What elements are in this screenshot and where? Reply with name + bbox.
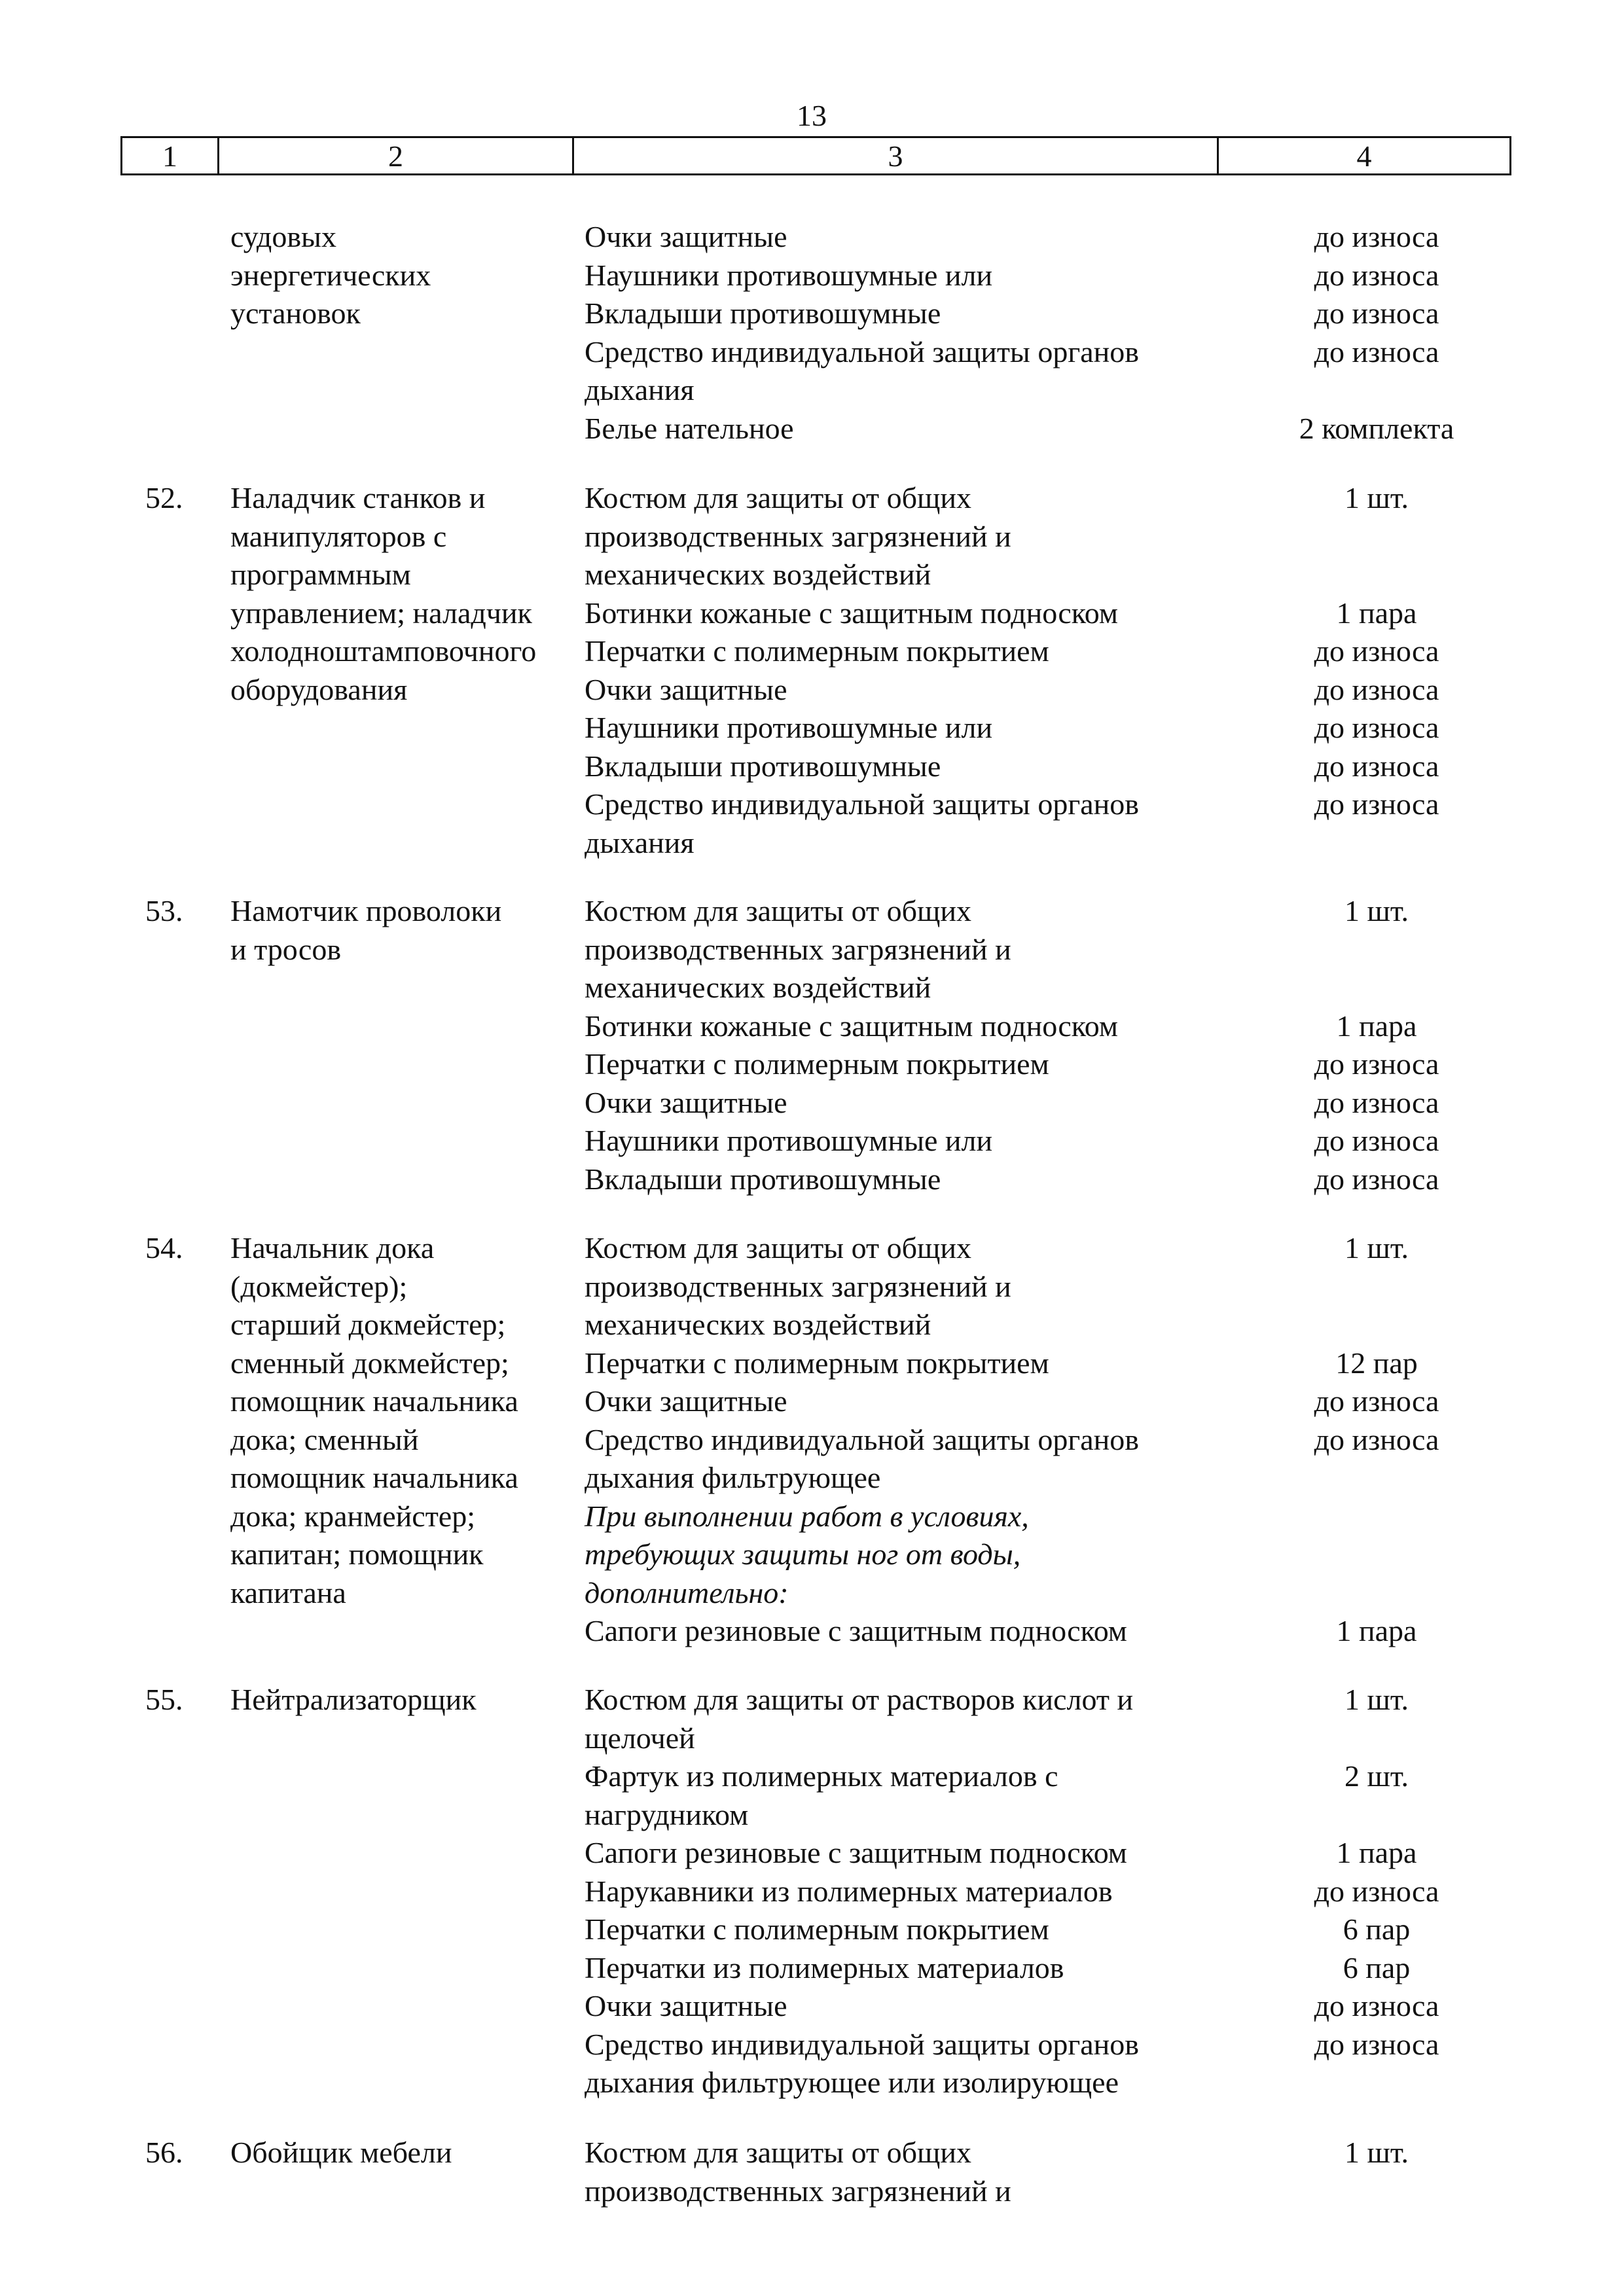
equipment-item — [585, 1612, 1417, 1651]
equipment-item — [585, 257, 1439, 295]
issue-norm: 12 пар — [1335, 1346, 1418, 1380]
occupation-line: сменный докмейстер; — [230, 1346, 509, 1380]
occupation-name — [230, 1229, 584, 1612]
occupation-line: Намотчик проволоки — [230, 894, 502, 927]
issue-norm: до износа — [1314, 634, 1439, 668]
equipment-name — [585, 1834, 1226, 1873]
equipment-name-line: Нарукавники из полимерных материалов — [585, 1874, 1113, 1908]
occupation-name — [230, 479, 584, 709]
entry-number: 55. — [145, 1683, 183, 1716]
occupation-line: (докмейстер); — [230, 1269, 408, 1303]
occupation-name — [230, 1681, 584, 1719]
equipment-item — [585, 1681, 1409, 1757]
equipment-name-line: Перчатки с полимерным покрытием — [585, 1346, 1049, 1380]
occupation-line: управлением; наладчик — [230, 596, 532, 630]
equipment-name — [585, 479, 1226, 594]
equipment-name-line: производственных загрязнений и — [585, 2174, 1011, 2208]
equipment-name-line: дополнительно: — [585, 1575, 789, 1609]
issue-norm: 6 пар — [1343, 1912, 1411, 1946]
equipment-name — [585, 1681, 1226, 1757]
occupation-line: программным — [230, 558, 411, 591]
equipment-name — [585, 747, 1226, 786]
equipment-name-line: Очки защитные — [585, 672, 787, 706]
equipment-item — [585, 1229, 1409, 1344]
equipment-name-line: Наушники противошумные или — [585, 258, 993, 292]
equipment-name — [585, 785, 1226, 862]
issue-norm: 1 пара — [1336, 1009, 1417, 1043]
equipment-name-line: Средство индивидуальной защиты органов — [585, 787, 1139, 821]
equipment-name-line: Очки защитные — [585, 1989, 787, 2022]
equipment-name — [585, 1421, 1226, 1498]
equipment-name — [585, 295, 1226, 333]
issue-norm: 1 шт. — [1344, 481, 1409, 514]
equipment-item — [585, 2134, 1409, 2210]
equipment-name-line: дыхания — [585, 373, 695, 406]
issue-norm: до износа — [1314, 749, 1439, 783]
column-header-2: 2 — [219, 138, 574, 173]
equipment-name-line: Костюм для защиты от общих — [585, 1231, 972, 1265]
equipment-item — [585, 1007, 1417, 1046]
issue-norm: до износа — [1314, 1124, 1439, 1157]
entry-number: 52. — [145, 481, 183, 514]
equipment-name — [585, 2026, 1226, 2102]
equipment-name-line: дыхания фильтрующее или изолирующее — [585, 2066, 1119, 2099]
equipment-name-line: Средство индивидуальной защиты органов — [585, 1422, 1139, 1456]
equipment-name-line: механических воздействий — [585, 1308, 931, 1341]
equipment-name — [585, 1949, 1226, 1988]
equipment-name — [585, 257, 1226, 295]
equipment-name-line: Сапоги резиновые с защитным подноском — [585, 1836, 1127, 1869]
equipment-name-line: Фартук из полимерных материалов с — [585, 1759, 1058, 1793]
issue-norm: до износа — [1314, 1162, 1439, 1196]
equipment-name — [585, 1045, 1226, 1084]
occupation-line: Начальник дока — [230, 1231, 435, 1265]
issue-norm: 2 комплекта — [1299, 411, 1454, 445]
issue-norm: до износа — [1314, 1874, 1439, 1908]
equipment-item — [585, 1160, 1439, 1199]
equipment-item — [585, 1834, 1417, 1873]
equipment-name-line: Перчатки из полимерных материалов — [585, 1950, 1064, 1984]
equipment-name — [585, 333, 1226, 410]
issue-norm: до износа — [1314, 2027, 1439, 2061]
equipment-name-line: Наушники противошумные или — [585, 711, 993, 744]
occupation-name — [230, 892, 584, 969]
equipment-list — [585, 479, 1439, 862]
equipment-item — [585, 1873, 1439, 1911]
equipment-list — [585, 2134, 1409, 2210]
equipment-item — [585, 333, 1439, 410]
occupation-line: судовых — [230, 220, 336, 253]
issue-norm: до износа — [1314, 787, 1439, 821]
equipment-name-line: Вкладыши противошумные — [585, 749, 941, 783]
equipment-name — [585, 632, 1226, 671]
equipment-name-line: производственных загрязнений и — [585, 519, 1011, 553]
occupation-line: дока; сменный — [230, 1422, 419, 1456]
equipment-name-line: щелочей — [585, 1721, 695, 1755]
equipment-item — [585, 747, 1439, 786]
issue-norm: до износа — [1314, 1047, 1439, 1081]
equipment-list — [585, 1229, 1439, 1651]
equipment-item — [585, 218, 1439, 257]
equipment-item — [585, 1045, 1439, 1084]
equipment-name-line: Костюм для защиты от общих — [585, 2136, 972, 2169]
equipment-item — [585, 785, 1439, 862]
equipment-name-line: Ботинки кожаные с защитным подноском — [585, 596, 1119, 630]
equipment-name-line: Костюм для защиты от растворов кислот и — [585, 1683, 1134, 1716]
equipment-name — [585, 1229, 1226, 1344]
occupation-name — [230, 2134, 584, 2172]
occupation-line: и тросов — [230, 932, 342, 966]
issue-norm: до износа — [1314, 1422, 1439, 1456]
equipment-name-line: Вкладыши противошумные — [585, 296, 941, 330]
issue-norm: 2 шт. — [1344, 1759, 1409, 1793]
equipment-name-line: нагрудником — [585, 1797, 749, 1831]
equipment-item — [585, 1084, 1439, 1122]
entry-number: 54. — [145, 1231, 183, 1265]
occupation-line: установок — [230, 296, 361, 330]
equipment-name-line: Вкладыши противошумные — [585, 1162, 941, 1196]
equipment-name-line: Очки защитные — [585, 220, 787, 253]
issue-norm: 1 шт. — [1344, 894, 1409, 927]
occupation-line: помощник начальника — [230, 1384, 518, 1418]
equipment-name-line: Средство индивидуальной защиты органов — [585, 334, 1139, 368]
equipment-name-line: производственных загрязнений и — [585, 1269, 1011, 1303]
equipment-item — [585, 410, 1454, 448]
equipment-item — [585, 1421, 1439, 1498]
entry-number: 56. — [145, 2136, 183, 2169]
equipment-list — [585, 1681, 1439, 2102]
equipment-name — [585, 1344, 1226, 1383]
equipment-name — [585, 1382, 1226, 1421]
occupation-line: энергетических — [230, 258, 431, 292]
equipment-name — [585, 2134, 1226, 2210]
equipment-name-line: Средство индивидуальной защиты органов — [585, 2027, 1139, 2061]
equipment-item — [585, 1757, 1409, 1834]
equipment-name — [585, 1498, 1226, 1613]
issue-norm: до износа — [1314, 711, 1439, 744]
equipment-name-line: механических воздействий — [585, 971, 931, 1004]
equipment-item — [585, 295, 1439, 333]
equipment-list — [585, 218, 1454, 448]
equipment-name-line: Ботинки кожаные с защитным подноском — [585, 1009, 1119, 1043]
column-header-4: 4 — [1356, 139, 1372, 173]
issue-norm: 1 пара — [1336, 1614, 1417, 1647]
equipment-name-line: дыхания — [585, 825, 695, 859]
equipment-name — [585, 709, 1226, 747]
equipment-name — [585, 410, 1226, 448]
issue-norm: до износа — [1314, 672, 1439, 706]
equipment-name — [585, 1987, 1226, 2026]
occupation-line: оборудования — [230, 672, 408, 706]
occupation-line: Наладчик станков и — [230, 481, 486, 514]
equipment-name-line: производственных загрязнений и — [585, 932, 1011, 966]
equipment-name-line: требующих защиты ног от воды, — [585, 1537, 1021, 1571]
occupation-line: дока; кранмейстер; — [230, 1499, 475, 1533]
equipment-item — [585, 594, 1417, 633]
page-number: 13 — [797, 99, 827, 132]
column-header-1: 1 — [122, 138, 219, 173]
occupation-line: Обойщик мебели — [230, 2136, 452, 2169]
occupation-line: старший докмейстер; — [230, 1308, 506, 1341]
issue-norm: до износа — [1314, 220, 1439, 253]
equipment-item — [585, 2026, 1439, 2102]
equipment-name — [585, 1122, 1226, 1160]
equipment-name-line: Наушники противошумные или — [585, 1124, 993, 1157]
occupation-line: капитан; помощник — [230, 1537, 484, 1571]
issue-norm: до износа — [1314, 1085, 1439, 1119]
entry-number: 53. — [145, 894, 183, 927]
equipment-name-line: Костюм для защиты от общих — [585, 894, 972, 927]
equipment-item — [585, 1382, 1439, 1421]
equipment-name — [585, 1910, 1226, 1949]
issue-norm: 1 шт. — [1344, 2136, 1409, 2169]
equipment-item — [585, 632, 1439, 671]
issue-norm: до износа — [1314, 296, 1439, 330]
issue-norm: 1 шт. — [1344, 1231, 1409, 1265]
equipment-name-line: механических воздействий — [585, 558, 931, 591]
equipment-name-line: Белье нательное — [585, 411, 794, 445]
equipment-item — [585, 1949, 1411, 1988]
equipment-name-line: При выполнении работ в условиях, — [585, 1499, 1029, 1533]
column-header-3: 3 — [574, 138, 1219, 173]
occupation-line: помощник начальника — [230, 1461, 518, 1494]
equipment-list — [585, 892, 1439, 1198]
issue-norm: до износа — [1314, 1989, 1439, 2022]
equipment-item — [585, 709, 1439, 747]
occupation-line: капитана — [230, 1575, 346, 1609]
occupation-name — [230, 218, 584, 333]
equipment-item — [585, 1987, 1439, 2026]
equipment-name-line: Очки защитные — [585, 1085, 787, 1119]
equipment-name — [585, 218, 1226, 257]
occupation-line: манипуляторов с — [230, 519, 447, 553]
equipment-item — [585, 479, 1409, 594]
equipment-name-line: Перчатки с полимерным покрытием — [585, 634, 1049, 668]
issue-norm: 6 пар — [1343, 1950, 1411, 1984]
issue-norm: 1 шт. — [1344, 1683, 1409, 1716]
equipment-name — [585, 1873, 1226, 1911]
equipment-name — [585, 671, 1226, 709]
additional-condition-note — [585, 1498, 1239, 1613]
issue-norm: 1 пара — [1336, 596, 1417, 630]
issue-norm: 1 пара — [1336, 1836, 1417, 1869]
equipment-name — [585, 1007, 1226, 1046]
occupation-line: Нейтрализаторщик — [230, 1683, 477, 1716]
occupation-line: холодноштамповочного — [230, 634, 537, 668]
equipment-item — [585, 1344, 1418, 1383]
equipment-name — [585, 1757, 1226, 1834]
issue-norm: до износа — [1314, 1384, 1439, 1418]
equipment-name-line: Очки защитные — [585, 1384, 787, 1418]
equipment-item — [585, 671, 1439, 709]
equipment-item — [585, 892, 1409, 1007]
equipment-name-line: Перчатки с полимерным покрытием — [585, 1047, 1049, 1081]
equipment-name — [585, 1160, 1226, 1199]
equipment-name-line: дыхания фильтрующее — [585, 1461, 881, 1494]
equipment-name-line: Костюм для защиты от общих — [585, 481, 972, 514]
equipment-item — [585, 1910, 1411, 1949]
issue-norm: до износа — [1314, 334, 1439, 368]
equipment-name — [585, 1084, 1226, 1122]
equipment-name-line: Сапоги резиновые с защитным подноском — [585, 1614, 1127, 1647]
equipment-name — [585, 1612, 1226, 1651]
equipment-name-line: Перчатки с полимерным покрытием — [585, 1912, 1049, 1946]
issue-norm: до износа — [1314, 258, 1439, 292]
equipment-item — [585, 1122, 1439, 1160]
equipment-name — [585, 892, 1226, 1007]
equipment-name — [585, 594, 1226, 633]
